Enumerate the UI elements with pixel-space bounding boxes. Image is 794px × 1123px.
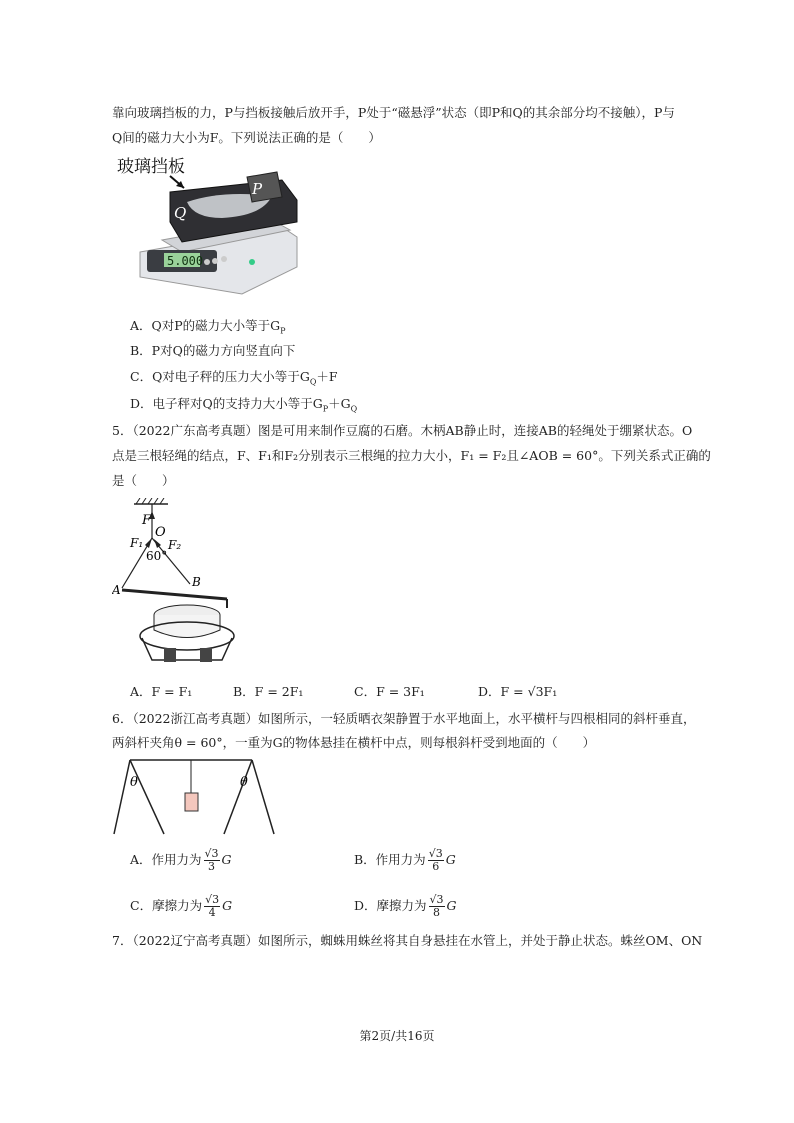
q4-option-a[interactable]: A．Q对P的磁力大小等于$G_P$: [130, 318, 286, 336]
q5-text-line1: 5．（2022广东高考真题）图是可用来制作豆腐的石磨。木柄AB静止时，连接AB的轻绳处于绷紧状态。O: [112, 423, 693, 438]
label-theta-right: θ: [240, 775, 248, 790]
label-A: A: [112, 583, 121, 597]
q4-option-d[interactable]: D．电子秤对Q的支持力大小等于$G_P+G_Q$: [130, 396, 358, 414]
q6-option-b[interactable]: B．作用力为 $\frac{√3}{6}$ G: [354, 847, 456, 873]
q6-clothes-rack-figure: [112, 756, 277, 836]
q6-option-a[interactable]: A．作用力为 $\frac{√3}{3}$ G: [130, 847, 232, 873]
q4-text-line2: Q间的磁力大小为F。下列说法正确的是（ ）: [112, 130, 381, 145]
q6-text-line1: 6．（2022浙江高考真题）如图所示，一轻质晒衣架静置于水平地面上，水平横杆与四根相同的斜杆垂直，: [112, 711, 696, 726]
label-F1: F₁: [130, 536, 144, 550]
q4-scale-figure: [112, 152, 307, 297]
label-O: O: [155, 525, 166, 540]
label-q: Q: [174, 204, 187, 222]
label-F: F: [142, 513, 152, 528]
label-p: P: [252, 180, 263, 198]
label-angle: 60°: [146, 549, 168, 563]
scale-display: 5.000: [167, 254, 204, 268]
q5-option-d[interactable]: D．F = √3F₁: [478, 684, 558, 699]
q4-text-line1: 靠向玻璃挡板的力，P与挡板接触后放开手，P处于“磁悬浮”状态（即P和Q的其余部分均不接触），P与: [112, 105, 675, 120]
q5-text-line2: 点是三根轻绳的结点，F、F₁和F₂分别表示三根绳的拉力大小，F₁ = F₂且∠AOB = 60°。下列关系式正确的: [112, 448, 711, 463]
q6-option-d[interactable]: D．摩擦力为 $\frac{√3}{8}$ G: [354, 893, 457, 919]
q5-option-c[interactable]: C．F = 3F₁: [354, 684, 425, 699]
q4-option-b[interactable]: B．P对Q的磁力方向竖直向下: [130, 343, 296, 358]
label-B: B: [192, 575, 201, 589]
page-footer: 第2页/共16页: [359, 1029, 435, 1043]
label-F2: F₂: [168, 538, 182, 552]
q6-option-c[interactable]: C．摩擦力为 $\frac{√3}{4}$ G: [130, 893, 233, 919]
q7-text-line1: 7．（2022辽宁高考真题）如图所示，蜘蛛用蛛丝将其自身悬挂在水管上，并处于静止状态。蛛丝OM、ON: [112, 933, 703, 948]
q5-stone-mill-figure: [112, 498, 242, 670]
q5-text-line3: 是（ ）: [112, 473, 175, 488]
q5-option-b[interactable]: B．F = 2F₁: [233, 684, 304, 699]
q5-option-a[interactable]: A．F = F₁: [130, 684, 193, 699]
label-theta-left: θ: [130, 775, 138, 790]
q4-option-c[interactable]: C．Q对电子秤的压力大小等于$G_Q+F$: [130, 369, 338, 387]
glass-label: 玻璃挡板: [117, 157, 185, 177]
q6-text-line2: 两斜杆夹角θ = 60°，一重为G的物体悬挂在横杆中点，则每根斜杆受到地面的（ ）: [112, 735, 596, 750]
